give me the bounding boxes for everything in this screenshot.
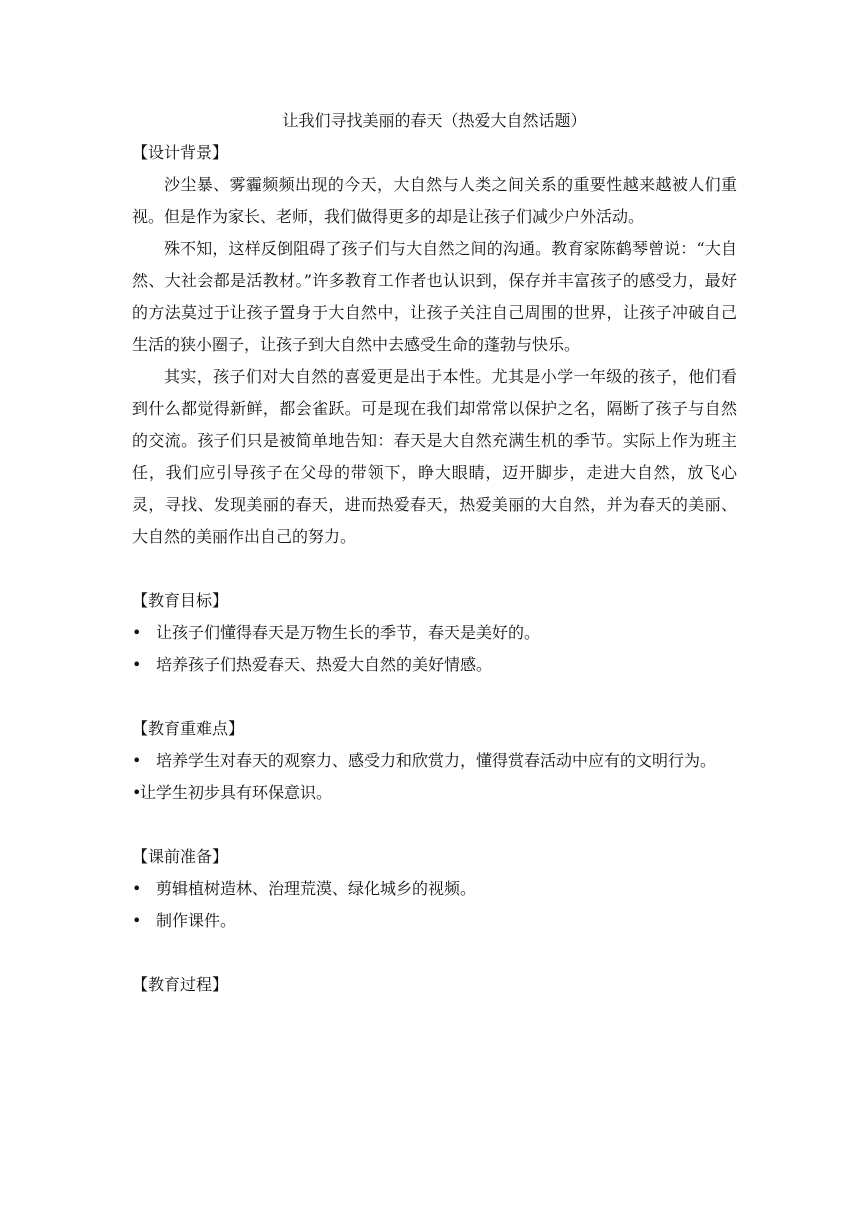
document-content: [132, 105, 737, 1001]
key-point-item-text: 让学生初步具有环保意识。: [140, 783, 333, 802]
preparation-item-text: 制作课件。: [156, 911, 237, 930]
key-point-item-2: [132, 777, 737, 809]
section-heading-key-points: 【教育重难点】: [132, 719, 245, 738]
preparation-item-1: [132, 873, 737, 905]
spacer: [132, 553, 737, 585]
document-title: 让我们寻找美丽的春天（热爱大自然话题）: [282, 111, 587, 130]
section-heading-background: 【设计背景】: [132, 143, 229, 162]
preparation-item-text: 剪辑植树造林、治理荒漠、绿化城乡的视频。: [156, 879, 477, 898]
bullet-icon: •: [132, 655, 142, 674]
bullet-icon: •: [132, 783, 142, 802]
section-heading-goals: 【教育目标】: [132, 591, 229, 610]
goal-item-text: 培养孩子们热爱春天、热爱大自然的美好情感。: [156, 655, 493, 674]
bullet-icon: •: [132, 911, 142, 930]
goal-item-1: [132, 617, 737, 649]
bullet-icon: •: [132, 623, 142, 642]
background-paragraph-3: 其实，孩子们对大自然的喜爱更是出于本性。尤其是小学一年级的孩子，他们看到什么都觉得新鲜，都会雀跃。可是现在我们却常常以保护之名，隔断了孩子与自然的交流。孩子们只是被简单地告知：春天是大自然充满生机的季节。实际上作为班主任，我们应引导孩子在父母的带领下，睁大眼睛，迈开脚步，走进大自然，放飞心灵，寻找、发现美丽的春天，进而热爱春天，热爱美丽的大自然，并为春天的美丽、大自然的美丽作出自己的努力。: [132, 367, 737, 546]
spacer: [132, 681, 737, 713]
background-paragraph-2: 殊不知，这样反倒阻碍了孩子们与大自然之间的沟通。教育家陈鹤琴曾说：“大自然、大社会都是活教材。”许多教育工作者也认识到，保存并丰富孩子的感受力，最好的方法莫过于让孩子置身于大自然中，让孩子关注自己周围的世界，让孩子冲破自己生活的狭小圈子，让孩子到大自然中去感受生命的蓬勃与快乐。: [132, 239, 737, 354]
background-paragraph-1: 沙尘暴、雾霾频频出现的今天，大自然与人类之间关系的重要性越来越被人们重视。但是作为家长、老师，我们做得更多的却是让孩子们减少户外活动。: [132, 175, 737, 226]
preparation-item-2: [132, 905, 737, 937]
goal-item-2: [132, 649, 737, 681]
bullet-icon: •: [132, 879, 142, 898]
spacer: [132, 937, 737, 969]
section-heading-preparation: 【课前准备】: [132, 847, 229, 866]
spacer: [132, 809, 737, 841]
section-heading-process: 【教育过程】: [132, 975, 229, 994]
key-point-item-text: 培养学生对春天的观察力、感受力和欣赏力，懂得赏春活动中应有的文明行为。: [156, 751, 717, 770]
goal-item-text: 让孩子们懂得春天是万物生长的季节，春天是美好的。: [156, 623, 541, 642]
key-point-item-1: [132, 745, 737, 777]
bullet-icon: •: [132, 751, 142, 770]
